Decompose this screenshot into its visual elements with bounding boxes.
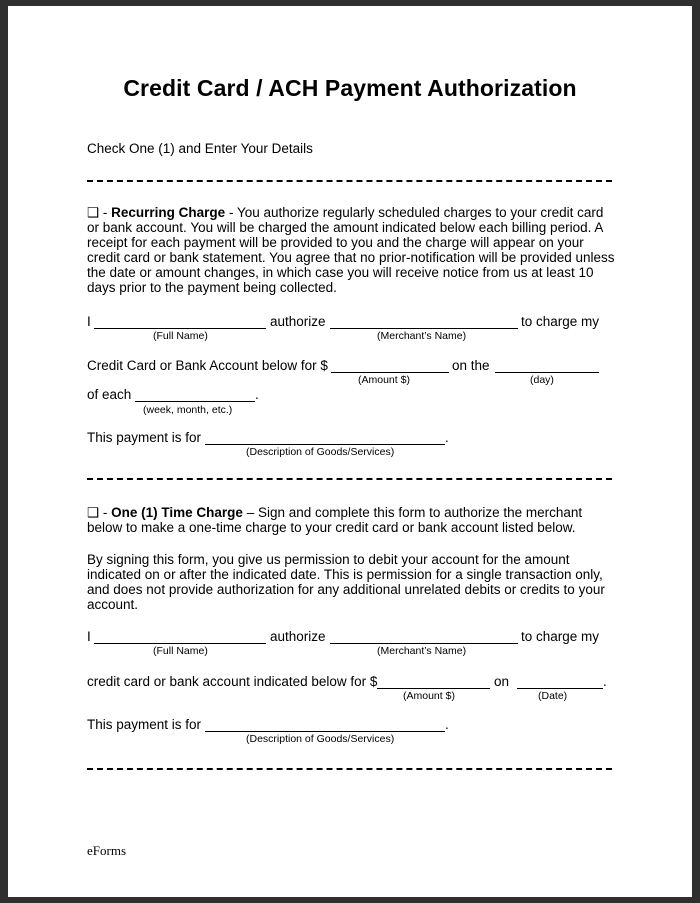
billing-period-field[interactable] (135, 401, 255, 402)
recurring-checkbox[interactable]: ❑ (87, 205, 100, 220)
amount-caption: (Amount $) (403, 690, 455, 702)
permission-paragraph: By signing this form, you give us permission to debit your account for the amount indicated on or after the indicated date. This is permission for a single transaction only, and does not provide authorization for any additional unrelated debits or credits to your account. (87, 552, 605, 612)
day-field[interactable] (495, 372, 599, 373)
recurring-charge-description: ❑ - Recurring Charge - You authorize regularly scheduled charges to your credit card or bank account. You will be charged the amount indicated below each billing period. A receipt for each payment will be provided to you and the charge will appear on your credit card or bank statement. You agree that no prior-notification will be provided unless the date or amount changes, in which case you will receive notice from us at least 10 days prior to the payment being collected. (87, 205, 615, 295)
day-caption: (day) (530, 374, 554, 386)
page-title: Credit Card / ACH Payment Authorization (123, 75, 577, 101)
merchant-name-field[interactable] (330, 328, 518, 329)
one-time-charge-heading: One (1) Time Charge (111, 505, 243, 520)
footer-brand: eForms (87, 843, 126, 858)
goods-description-field[interactable] (205, 731, 445, 732)
amount-field[interactable] (377, 688, 490, 689)
goods-description-caption: (Description of Goods/Services) (246, 446, 395, 458)
billing-period-caption: (week, month, etc.) (143, 404, 233, 416)
merchant-name-caption: (Merchant’s Name) (377, 330, 467, 342)
instructions-text: Check One (1) and Enter Your Details (87, 141, 313, 156)
recurring-charge-heading: Recurring Charge (111, 205, 226, 220)
divider (87, 768, 612, 770)
amount-caption: (Amount $) (358, 374, 410, 386)
amount-field[interactable] (331, 372, 449, 373)
full-name-field[interactable] (94, 328, 266, 329)
goods-description-field[interactable] (205, 444, 445, 445)
one-time-checkbox[interactable]: ❑ (87, 505, 100, 520)
merchant-name-field[interactable] (330, 643, 518, 644)
full-name-field[interactable] (94, 643, 266, 644)
form-page: Credit Card / ACH Payment Authorization Check One (1) and Enter Your Details ❑ - Recurring Charge - You authorize regularly scheduled charges to your credit card or bank account. You will be charged the amount indicated below each billing period. A receipt for each payment will be provided to you and the charge will appear on your credit card or bank statement. You agree that no prior-notification will be provided unless the date or amount changes, in which case you will receive notice from us at least 10 days prior to the payment being collected. I authorize to charge my (Full Name) (Merchant’s Name) Credit Card or Bank Account below for $ on the (Amount $) (day) of each . (week, month, etc.) This payment is for . (Description of Goods/Services) ❑ - One (1) Time Charge – Sign and complete this form to authorize the merchant below to make a one-time charge to your credit card or bank account listed below. By signing this form, you give us permission to debit your account for the amount indicated on or after the indicated date. This is permission for a single transaction only, and does not provide authorization for any additional unrelated debits or credits to your account. I authorize to charge my (Full Name) (Merchant’s Name) credit card or bank account indicated below for $ on . (Amount $) (Date) This payment is for . (Description of Goods/Services) eForms (8, 6, 692, 897)
merchant-name-caption: (Merchant’s Name) (377, 645, 467, 657)
date-field[interactable] (517, 688, 603, 689)
date-caption: (Date) (538, 690, 568, 702)
goods-description-caption: (Description of Goods/Services) (246, 733, 395, 745)
divider (87, 478, 612, 480)
full-name-caption: (Full Name) (153, 645, 208, 657)
one-time-charge-description: ❑ - One (1) Time Charge – Sign and complete this form to authorize the merchant below to make a one-time charge to your credit card or bank account listed below. (87, 505, 583, 535)
full-name-caption: (Full Name) (153, 330, 208, 342)
divider (87, 180, 612, 182)
